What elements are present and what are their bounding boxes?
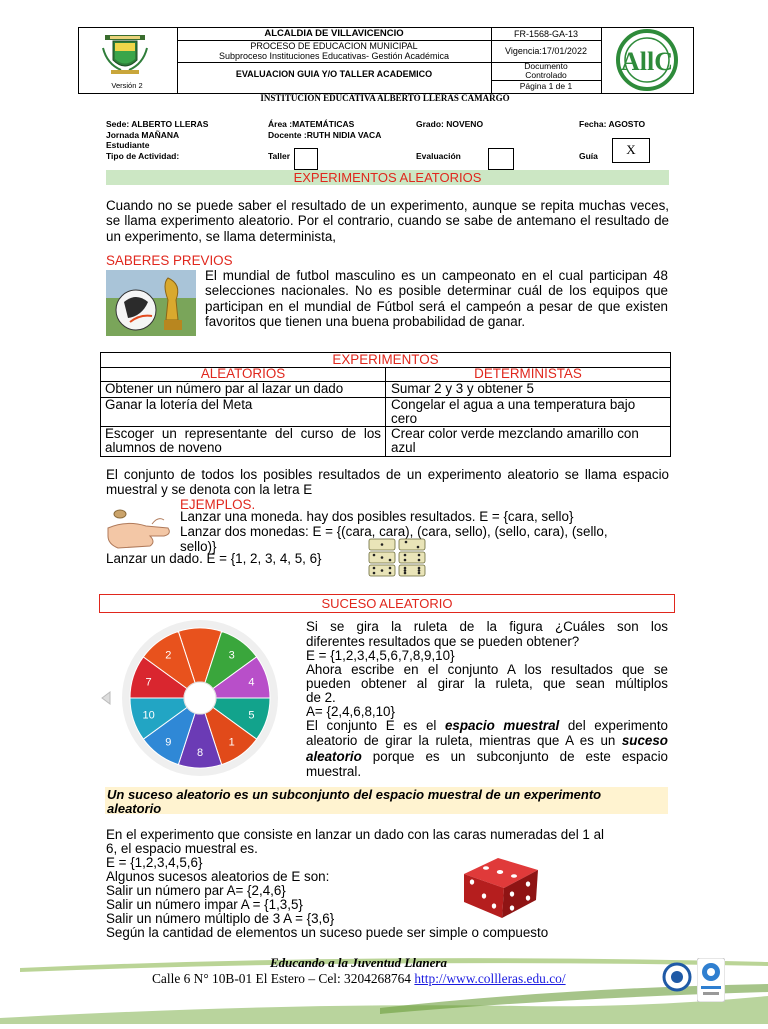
column-header-random: ALEATORIOS <box>200 366 286 381</box>
roulette-number: 4 <box>248 676 255 689</box>
footer-motto: Educando a la Juventud Llanera <box>270 955 447 970</box>
certification-badge-icon <box>662 962 692 992</box>
dice-example-line: 6, el espacio muestral es. <box>106 841 258 856</box>
table-cell: Ganar la lotería del Meta <box>105 397 253 412</box>
date-field: Fecha: AGOSTO <box>579 119 646 129</box>
roulette-number: 3 <box>228 649 235 662</box>
dice-faces-image <box>368 538 428 578</box>
column-header-deterministic: DETERMINISTAS <box>474 366 582 381</box>
sample-space-definition: El conjunto de todos los posibles resultados de un experimento aleatorio se llama espacio muestral y se denota con la letra E <box>106 467 669 498</box>
table-cell: Sumar 2 y 3 y obtener 5 <box>391 381 534 396</box>
form-code: FR-1568-GA-13 <box>513 29 579 39</box>
world-cup-image <box>106 270 196 336</box>
evaluation-label: Evaluación <box>416 151 461 161</box>
example-coin: Lanzar una moneda. hay dos posibles resultados. E = {cara, sello} <box>180 509 574 524</box>
roulette-line: A= {2,4,6,8,10} <box>306 704 395 719</box>
roulette-paragraph <box>306 718 668 780</box>
roulette-line: de 2. <box>306 690 336 705</box>
roulette-number: 1 <box>228 736 235 749</box>
roulette-number: 10 <box>142 709 155 722</box>
sede-field: Sede: ALBERTO LLERAS <box>106 119 209 129</box>
section-title-random-event: SUCESO ALEATORIO <box>321 596 453 611</box>
red-dice-image <box>458 852 544 922</box>
dice-example-line: E = {1,2,3,4,5,6} <box>106 855 203 870</box>
page-number: Página 1 de 1 <box>519 81 573 91</box>
validity-date: Vigencia:17/01/2022 <box>505 46 587 56</box>
guide-checkbox[interactable] <box>612 138 650 163</box>
roulette-number: 7 <box>145 676 152 689</box>
guide-check-mark: X <box>626 142 636 157</box>
table-cell: Obtener un número par al lazar un dado <box>105 381 344 396</box>
municipality-crest-logo <box>101 34 149 76</box>
example-two-coins: Lanzar dos monedas: E = {(cara, cara), (cara, sello), (sello, cara), (sello, <box>180 524 608 539</box>
workshop-label: Taller <box>268 151 291 161</box>
area-field: Área :MATEMÁTICAS <box>268 119 355 129</box>
document-header <box>78 27 694 94</box>
school-website-link[interactable]: http://www.collleras.edu.co/ <box>414 971 566 986</box>
prior-knowledge-title: SABERES PREVIOS <box>106 253 233 268</box>
guide-label: Guía <box>579 151 598 161</box>
roulette-number: 2 <box>165 649 172 662</box>
controlled-doc: Documento Controlado <box>524 61 568 80</box>
document-title: EVALUACION GUIA Y/O TALLER ACADEMICO <box>235 69 433 79</box>
version-label: Versión 2 <box>111 81 143 90</box>
subprocess-name: Subproceso Instituciones Educativas- Gestión Académica <box>218 51 450 61</box>
example-two-coins-cont: sello)} <box>180 539 217 554</box>
table-cell: Congelar el agua a una temperatura bajo cero <box>391 397 636 426</box>
footer-address: Calle 6 N° 10B-01 El Estero – Cel: 3204268764 <box>152 971 415 986</box>
roulette-paragraph-mid: del experimento aleatorio de girar la ruleta, mientras que A es un <box>306 718 668 749</box>
icontec-badge-icon <box>697 958 725 1002</box>
roulette-line: E = {1,2,3,4,5,6,7,8,9,10} <box>306 648 455 663</box>
activity-type-label: Tipo de Actividad: <box>106 151 180 161</box>
dice-example-line: Salir un número par A= {2,4,6} <box>106 883 286 898</box>
coin-flip-hand-image <box>106 506 172 552</box>
institution-name: INSTITUCION EDUCATIVA ALBERTO LLERAS CAMARGO <box>260 93 510 103</box>
dice-example-line: Salir un número impar A = {1,3,5} <box>106 897 303 912</box>
roulette-number: 9 <box>165 736 172 749</box>
student-field: Estudiante <box>106 140 150 150</box>
workshop-checkbox[interactable] <box>294 148 318 170</box>
experiments-table-title: EXPERIMENTOS <box>332 352 439 367</box>
roulette-wheel-image <box>100 618 298 778</box>
term-sample-space: espacio muestral <box>444 718 560 733</box>
examples-title: EJEMPLOS. <box>180 497 256 512</box>
grade-field: Grado: NOVENO <box>416 119 484 129</box>
roulette-number: 5 <box>248 709 255 722</box>
evaluation-checkbox[interactable] <box>488 148 514 170</box>
roulette-line: Ahora escribe en el conjunto A los resultados que se <box>306 662 668 677</box>
school-logo <box>614 29 680 91</box>
roulette-paragraph-start: El conjunto E es el <box>306 718 445 733</box>
roulette-line: Si se gira la ruleta de la figura ¿Cuáles son los <box>306 619 668 634</box>
section-title-experiments: EXPERIMENTOS ALEATORIOS <box>293 170 482 185</box>
intro-paragraph: Cuando no se puede saber el resultado de un experimento, aunque se repita muchas veces, se llama experimento aleatorio. Por el contrario, cuando se sabe de antemano el resultado de un experimento, se llama determinista, <box>106 198 669 244</box>
definition-box <box>105 787 668 814</box>
section-banner-random-event <box>99 594 675 613</box>
table-cell: Crear color verde mezclando amarillo con azul <box>391 426 639 455</box>
prior-knowledge-text: El mundial de futbol masculino es un campeonato en el cual participan 48 selecciones nacionales. No es posible determinar cuál de los equipos que participan en el mundial de Fútbol será el campeón a pesar de que existen favoritos que tienen una buena probabilidad de ganar. <box>205 268 668 330</box>
experiments-table <box>100 352 671 457</box>
logo-letters: AllC <box>621 47 673 76</box>
dice-example-line: En el experimento que consiste en lanzar un dado con las caras numeradas del 1 al <box>106 827 604 842</box>
table-cell: Escoger un representante del curso de los alumnos de noveno <box>105 426 381 455</box>
definition-text: Un suceso aleatorio es un subconjunto del espacio muestral de un experimento aleatorio <box>107 787 602 816</box>
shift-field: Jornada MAÑANA <box>106 130 180 140</box>
roulette-paragraph-end: porque es un subconjunto de este espacio muestral. <box>306 748 668 780</box>
roulette-line: diferentes resultados que se pueden obtener? <box>306 634 580 649</box>
term-random-event: suceso aleatorio <box>306 733 668 764</box>
mayor-office: ALCALDIA DE VILLAVICENCIO <box>264 28 404 39</box>
section-banner-experiments <box>106 170 669 185</box>
footer-contact <box>152 971 566 987</box>
example-die: Lanzar un dado. E = {1, 2, 3, 4, 5, 6} <box>106 551 322 566</box>
dice-example-line: Según la cantidad de elementos un suceso puede ser simple o compuesto <box>106 925 549 940</box>
dice-example-line: Salir un número múltiplo de 3 A = {3,6} <box>106 911 335 926</box>
roulette-line: pueden obtener al girar la ruleta, que sean múltiplos <box>306 676 668 691</box>
teacher-field: Docente :RUTH NIDIA VACA <box>268 130 382 140</box>
roulette-number: 8 <box>196 747 204 759</box>
dice-example-line: Algunos sucesos aleatorios de E son: <box>106 869 330 884</box>
process-name: PROCESO DE EDUCACION MUNICIPAL <box>250 41 418 51</box>
